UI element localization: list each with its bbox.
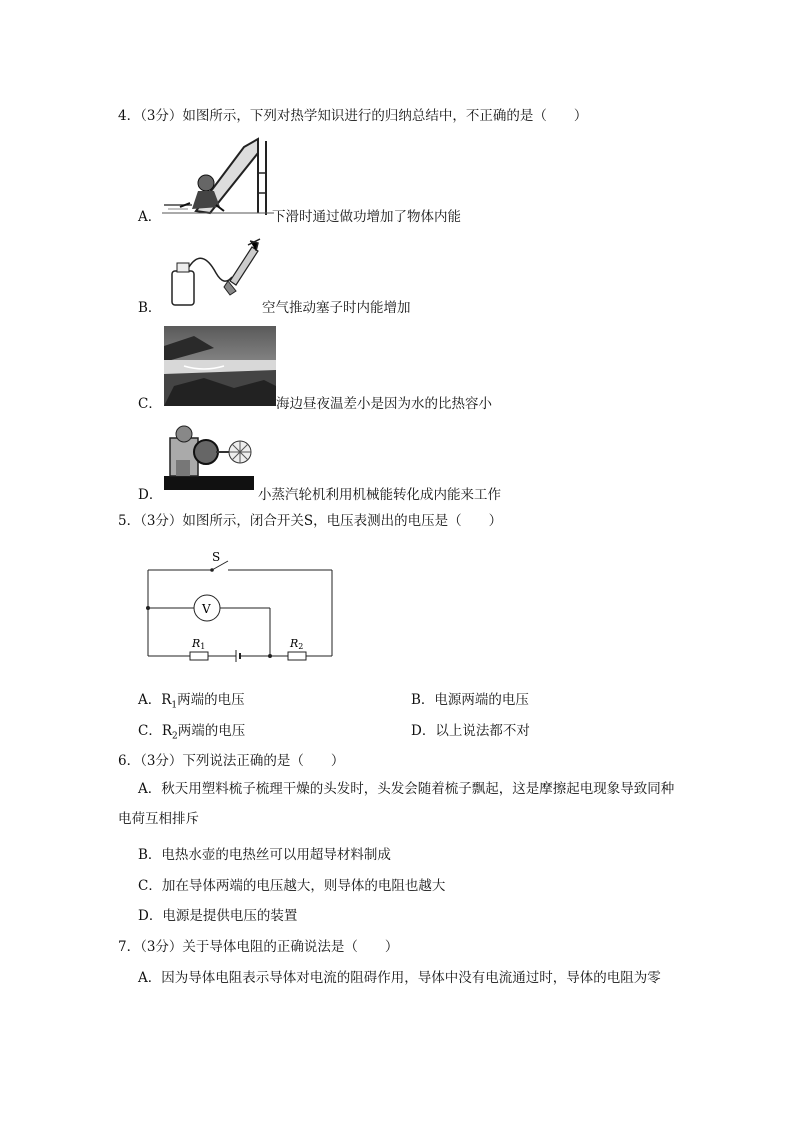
q7-option-a-text: 因为导体电阻表示导体对电流的阻碍作用，导体中没有电流通过时，导体的电阻为零 [161, 970, 661, 986]
q6-option-c-text: 加在导体两端的电压越大，则导体的电阻也越大 [161, 878, 446, 894]
r1-subscript: 1 [200, 642, 206, 651]
q7-option-a [138, 966, 661, 986]
q6-option-d-letter: D． [138, 908, 163, 924]
q6-option-b-text: 电热水壶的电热丝可以用超导材料制成 [161, 847, 391, 863]
q6-option-b [138, 843, 391, 863]
q4-option-d-letter: D． [138, 487, 163, 503]
q6-option-d-text: 电源是提供电压的装置 [162, 908, 298, 924]
svg-text:R1 [191, 637, 205, 651]
q5-option-d [411, 719, 530, 739]
q4-option-b-text: 空气推动塞子时内能增加 [262, 300, 411, 316]
q7-stem: 7．（3分）关于导体电阻的正确说法是（ ） [118, 939, 399, 955]
q6-option-c [138, 874, 445, 894]
q5-option-c-pre: R [161, 723, 173, 739]
resistor-r1-icon [190, 652, 208, 660]
q5-option-d-text: 以上说法都不对 [435, 723, 530, 739]
q5-option-b-letter: B． [411, 692, 435, 708]
q5-option-c [138, 719, 245, 742]
syringe-bottle-image [166, 237, 262, 315]
q4-stem: 4．（3分）如图所示，下列对热学知识进行的归纳总结中，不正确的是（ ） [118, 108, 588, 124]
q5-option-d-letter: D． [411, 723, 436, 739]
q5-option-a-sub: 1 [171, 700, 178, 711]
slide-image [162, 133, 274, 221]
r1-label: R [192, 637, 201, 650]
q4-option-d-text: 小蒸汽轮机利用机械能转化成内能来工作 [258, 487, 501, 503]
q6-option-a-text: 秋天用塑料梳子梳理干燥的头发时，头发会随着梳子飘起，这是摩擦起电现象导致同种电荷互相排斥 [118, 781, 675, 827]
svg-text:R2 [289, 637, 303, 651]
q5-option-b [411, 688, 529, 708]
q5-option-a-post: 两端的电压 [177, 692, 245, 708]
switch-label: S [212, 550, 221, 564]
q5-option-c-sub: 2 [172, 731, 178, 742]
q6-option-a-letter: A． [138, 781, 162, 797]
r2-subscript: 2 [298, 642, 304, 651]
seaside-photo [164, 326, 276, 406]
steam-turbine-image [160, 420, 260, 498]
q5-option-c-letter: C． [138, 723, 162, 739]
q4-option-c-text: 海边昼夜温差小是因为水的比热容小 [276, 396, 492, 412]
q5-option-a-pre: R [161, 692, 172, 708]
q6-option-d [138, 904, 297, 924]
resistor-r2-icon [288, 652, 306, 660]
q4-option-a-letter: A． [138, 209, 162, 225]
q4-option-c-letter: C． [138, 396, 162, 412]
circuit-diagram [140, 545, 340, 667]
q6-option-b-letter: B． [138, 847, 162, 863]
q5-option-b-text: 电源两端的电压 [434, 692, 529, 708]
q4-option-b-letter: B． [138, 300, 162, 316]
q7-option-a-letter: A． [138, 970, 162, 986]
q6-option-a [118, 774, 678, 834]
q5-stem: 5．（3分）如图所示，闭合开关S，电压表测出的电压是（ ） [118, 513, 503, 529]
q5-option-c-post: 两端的电压 [177, 723, 246, 739]
voltmeter-label: V [202, 602, 211, 616]
q6-stem: 6．（3分）下列说法正确的是（ ） [118, 753, 345, 769]
q6-option-c-letter: C． [138, 878, 162, 894]
q4-option-a-text: 下滑时通过做功增加了物体内能 [272, 209, 461, 225]
r2-label: R [290, 637, 299, 650]
q5-option-a-letter: A． [138, 692, 162, 708]
q5-option-a [138, 688, 245, 711]
